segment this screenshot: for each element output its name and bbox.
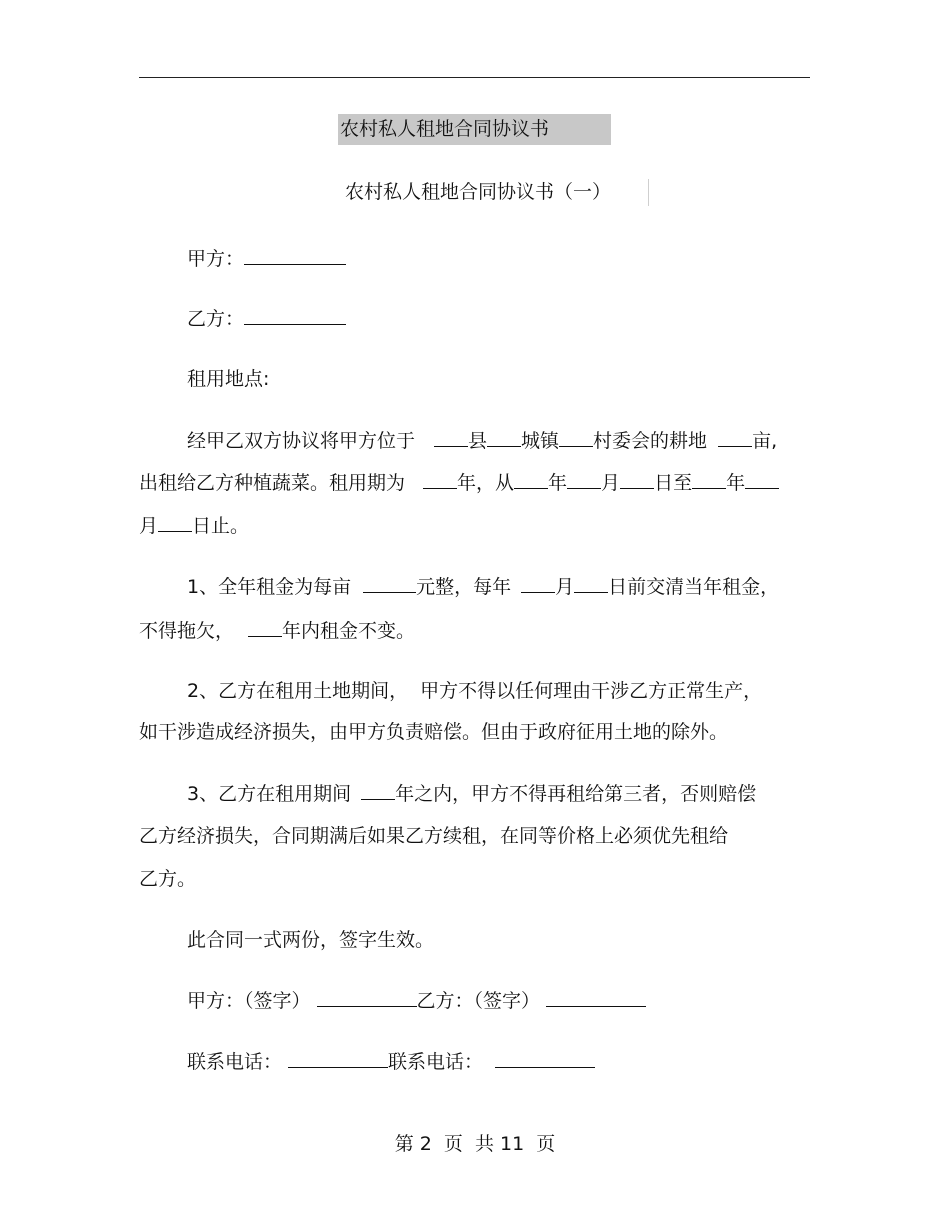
page-footer: 第 2 页 共 11 页: [394, 1133, 556, 1155]
para1-text: 城镇: [521, 430, 560, 452]
party-a-signature-label: 甲方：（签字）: [187, 990, 311, 1012]
blank-acres: [718, 428, 752, 447]
blank-village: [559, 428, 593, 447]
document-title: 农村私人租地合同协议书: [338, 114, 611, 145]
item3-line3: 乙方。: [139, 868, 197, 890]
item1-text: 元整，每年: [416, 576, 512, 598]
blank-end-month-a: [745, 470, 779, 489]
item1-text: 1、全年租金为每亩: [187, 576, 352, 598]
para1-text: 年，从: [457, 472, 515, 494]
para1-text: 年: [726, 472, 746, 494]
blank-fixed-years: [248, 618, 282, 637]
blank-pay-month: [521, 574, 555, 593]
para1-text: 出租给乙方种植蔬菜。租用期为: [139, 472, 406, 494]
para1-text: 月: [139, 515, 159, 537]
item1-line2: [139, 618, 415, 643]
party-b-phone-label: 联系电话：: [388, 1051, 484, 1073]
blank-no-sublet-years: [361, 781, 395, 800]
party-a-label: 甲方：: [187, 248, 245, 270]
blank-start-year: [514, 470, 548, 489]
party-a-signature-blank: [317, 988, 417, 1007]
para1-text: 亩,: [752, 430, 778, 452]
para1-text: 县: [468, 430, 488, 452]
item3-text: 3、乙方在租用期间: [187, 783, 352, 805]
blank-end-day: [158, 513, 192, 532]
party-b-label: 乙方：: [187, 308, 245, 330]
item3-line2: 乙方经济损失，合同期满后如果乙方续租，在同等价格上必须优先租给: [139, 825, 729, 847]
para1-text: 村委会的耕地: [593, 430, 708, 452]
item1-text: 年内租金不变。: [282, 620, 416, 642]
party-a-phone-blank: [288, 1049, 388, 1068]
item2-line2: 如干涉造成经济损失，由甲方负责赔偿。但由于政府征用土地的除外。: [139, 721, 729, 743]
blank-county: [434, 428, 468, 447]
para1-text: 日至: [654, 472, 693, 494]
blank-years: [423, 470, 457, 489]
party-b-phone-blank: [495, 1049, 595, 1068]
item3-line1: [187, 781, 756, 806]
party-a-line: [187, 246, 346, 271]
para1-text: 经甲乙双方协议将甲方位于: [187, 430, 416, 452]
para1-text: 日止。: [192, 515, 250, 537]
blank-pay-day: [574, 574, 608, 593]
party-b-signature-blank: [546, 988, 646, 1007]
top-rule: [139, 77, 810, 78]
document-subtitle: 农村私人租地合同协议书（一）: [342, 179, 649, 206]
copies-clause: 此合同一式两份，签字生效。: [187, 929, 435, 951]
para1-line2: [139, 470, 779, 495]
item2-line1: 2、乙方在租用土地期间， 甲方不得以任何理由干涉乙方正常生产，: [187, 680, 763, 702]
party-a-blank: [244, 246, 346, 265]
item1-line1: [187, 574, 779, 599]
location-label: 租用地点:: [187, 368, 270, 390]
item1-text: 月: [555, 576, 575, 598]
blank-start-month: [567, 470, 601, 489]
item1-text: 不得拖欠，: [139, 620, 235, 642]
para1-line3: [139, 513, 249, 538]
signature-line: [187, 988, 646, 1013]
party-b-line: [187, 306, 346, 331]
item1-text: 日前交清当年租金，: [608, 576, 780, 598]
phone-line: [187, 1049, 595, 1074]
party-a-phone-label: 联系电话：: [187, 1051, 283, 1073]
para1-line1: [187, 428, 777, 453]
item3-text: 年之内，甲方不得再租给第三者，否则赔偿: [395, 783, 757, 805]
blank-rent: [363, 574, 416, 593]
para1-text: 年: [548, 472, 568, 494]
blank-town: [487, 428, 521, 447]
blank-start-day: [620, 470, 654, 489]
party-b-blank: [244, 306, 346, 325]
blank-end-year: [692, 470, 726, 489]
para1-text: 月: [601, 472, 621, 494]
party-b-signature-label: 乙方：（签字）: [416, 990, 541, 1012]
